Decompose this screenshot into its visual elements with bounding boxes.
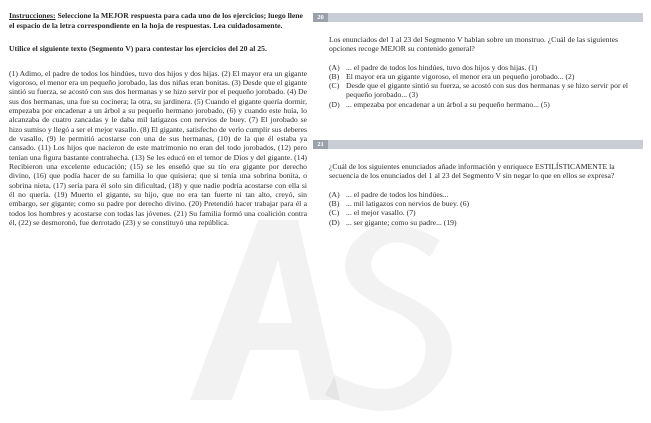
option-text: ... empezaba por encadenar a un árbol a su pequeño hermano... (5) — [346, 99, 550, 109]
option-text: ... el padre de todos los hindúes, tuvo dos hijos y dos hijas. (1) — [346, 62, 538, 72]
instructions — [9, 11, 307, 31]
answer-option — [329, 208, 629, 217]
option-letter: (C) — [329, 81, 340, 91]
option-letter: (A) — [329, 189, 340, 199]
answer-option — [329, 100, 629, 109]
answer-option — [329, 199, 629, 208]
option-text: ... el mejor vasallo. (7) — [346, 208, 416, 218]
question-header-bar — [313, 13, 643, 22]
right-column — [313, 13, 643, 227]
left-column — [9, 11, 307, 227]
answer-option — [329, 81, 629, 100]
question-21 — [313, 140, 643, 227]
question-header-bar — [313, 140, 643, 149]
option-letter: (D) — [329, 217, 340, 227]
option-text: Desde que el gigante sintió su fuerza, se acostó con sus dos hermanas y se hizo servir por el pequeño jorobado... (3) — [346, 81, 629, 100]
question-number: 20 — [313, 13, 328, 22]
question-prompt: ¿Cuál de los siguientes enunciados añade información y enriquece ESTILÍSTICAMENTE la secuencia de los enunciados del 1 al 23 del Segmento V sin negar lo que en ellos se expresa? — [329, 162, 615, 181]
question-prompt: Los enunciados del 1 al 23 del Segmento V hablan sobre un monstruo. ¿Cuál de las siguientes opciones recoge MEJOR su contenido general? — [329, 35, 619, 54]
question-number: 21 — [313, 140, 328, 149]
option-letter: (D) — [329, 99, 340, 109]
instructions-text: Seleccione la MEJOR respuesta para cada uno de los ejercicios; luego llene el espacio de la letra correspondiente en la hoja de respuestas. Lea cuidadosamente. — [9, 11, 303, 31]
instructions-label: Instrucciones: — [9, 11, 56, 20]
answer-options — [329, 63, 629, 109]
answer-option — [329, 63, 629, 72]
reading-passage: (1) Adimo, el padre de todos los hindúes, tuvo dos hijos y dos hijas. (2) El mayor era un gigante vigoroso, el menor era un pequeño jorobado, las dos niñas eran bonitas. (3) Desde que el gigante sintió su fuerza, se acostó con sus dos hermanas y se hizo servir por el pequeño jorobado. (4) De sus dos hermanas, una fue su cocinera; la otra, su jardinera. (5) Cuando el gigante quería dormir, empezaba por encadenar a un árbol a su pequeño hermano jorobado, (6) y cuando este huía, lo alcanzaba de cuatro zancadas y le daba mil latigazos con nervios de buey. (7) El jorobado se hizo sumiso y llegó a ser el mejor vasallo. (8) El gigante, satisfecho de verlo cumplir sus deberes de vasallo, (9) le permitió acostarse con una de sus hermanas, (10) de la que él estaba ya cansado. (11) Los hijos que nacieron de este matrimonio no eran del todo jorobados, (12) pero tenían una figura bastante contrahecha. (13) Se les educó en el temor de Dios y del gigante. (14) Recibieron una excelente educación; (15) se les enseñó que su tío era gigante por derecho divino, (16) que podía hacer de su familia lo que quisiera; que si tenía una sobrina bonita, o sobrina nieta, (17) sería para él solo sin dificultad, (18) y que nadie podría acostarse con ella si él no quería. (19) Muerto el gigante, su hijo, que no era tan fuerte ni tan alto, creyó, sin embargo, ser gigante; como su padre por derecho divino. (20) Pretendió hacer trabajar para él a todos los hombres y acostarse con todas las jóvenes. (21) Su familia formó una coalición contra él, (22) se desmoronó, fue derrotado (23) y se constituyó una república. — [9, 68, 307, 228]
option-letter: (C) — [329, 208, 340, 218]
option-text: ... mil latigazos con nervios de buey. (6) — [346, 198, 470, 208]
option-letter: (B) — [329, 71, 340, 81]
option-text: El mayor era un gigante vigoroso, el menor era un pequeño jorobado... (2) — [346, 71, 575, 81]
option-letter: (B) — [329, 198, 340, 208]
answer-option — [329, 72, 629, 81]
option-text: ... ser gigante; como su padre... (19) — [346, 217, 457, 227]
answer-options — [329, 190, 629, 227]
option-letter: (A) — [329, 62, 340, 72]
option-text: ... el padre de todos los hindúes... — [346, 189, 449, 199]
section-instruction: Utilice el siguiente texto (Segmento V) para contestar los ejercicios del 20 al 25. — [9, 44, 267, 54]
answer-option — [329, 190, 629, 199]
answer-option — [329, 218, 629, 227]
question-20 — [313, 13, 643, 109]
